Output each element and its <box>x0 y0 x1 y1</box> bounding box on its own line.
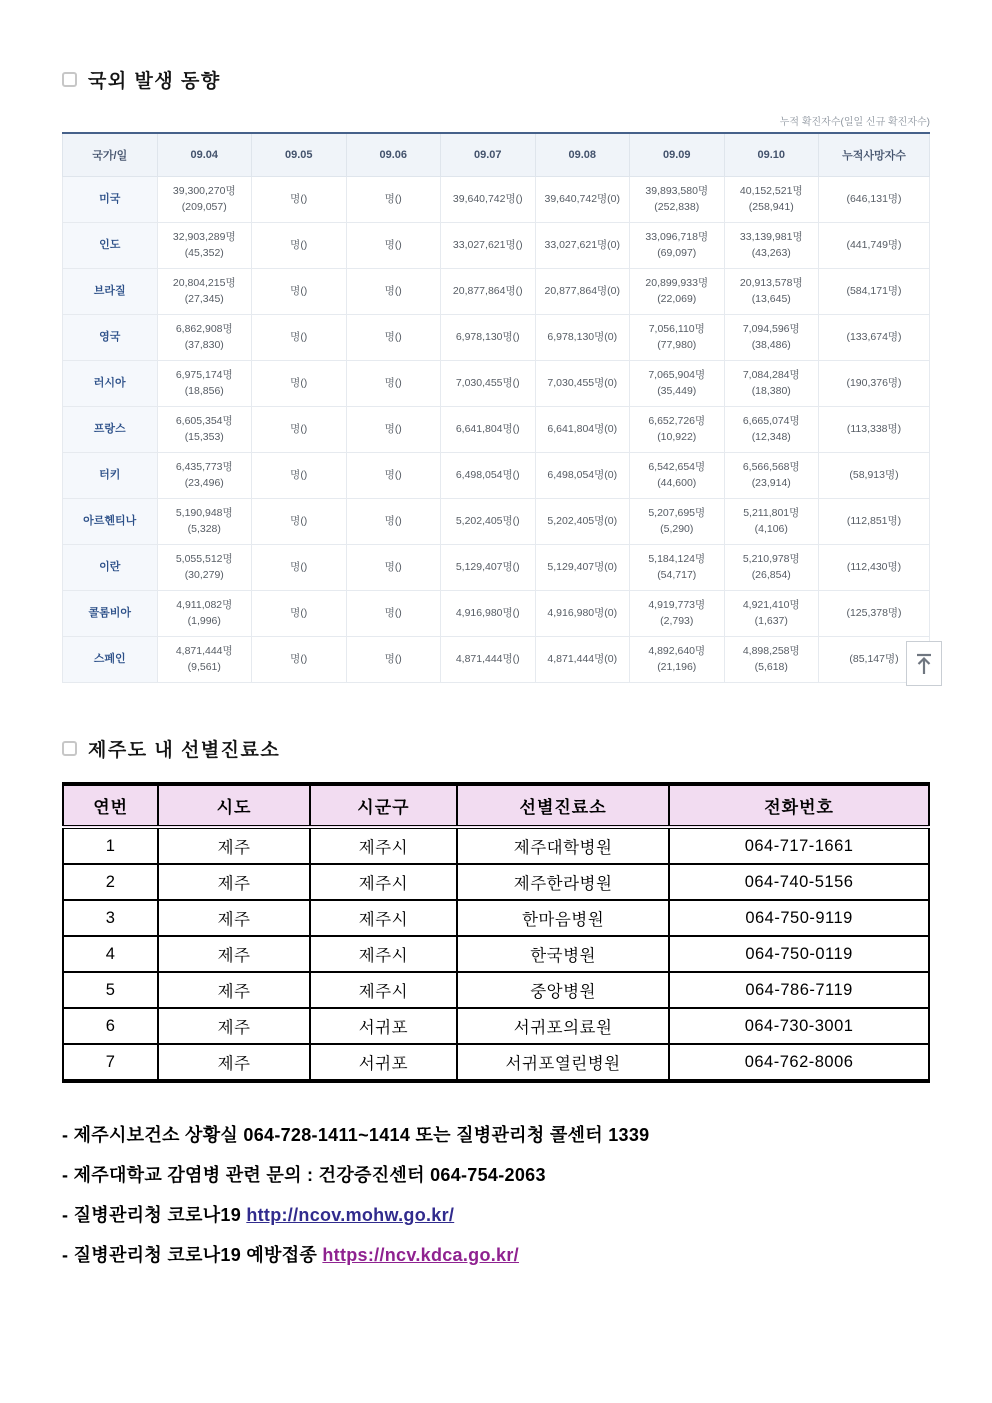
phone-cell: 064-750-0119 <box>669 936 929 972</box>
clinic-row <box>63 1044 929 1081</box>
data-cell: 6,641,804명(0) <box>535 407 630 453</box>
data-cell: 6,435,773명 (23,496) <box>157 453 252 499</box>
square-bullet-icon <box>62 741 77 756</box>
clinic-row <box>63 1008 929 1044</box>
data-cell: 명() <box>252 453 347 499</box>
data-cell: 4,898,258명 (5,618) <box>724 637 819 683</box>
data-cell: 5,211,801명 (4,106) <box>724 499 819 545</box>
clinic-cell: 4 <box>63 936 158 972</box>
data-cell: 6,978,130명() <box>441 315 536 361</box>
data-cell: 명() <box>252 177 347 223</box>
note-line: - 질병관리청 코로나19 http://ncov.mohw.go.kr/ <box>62 1205 455 1225</box>
data-cell: 6,498,054명(0) <box>535 453 630 499</box>
data-cell: 명() <box>252 223 347 269</box>
clinic-cell: 서귀포열린병원 <box>457 1044 669 1081</box>
clinic-cell: 서귀포 <box>310 1044 457 1081</box>
country-cell: 아르헨티나 <box>63 499 158 545</box>
data-cell: 명() <box>346 223 441 269</box>
overseas-row <box>63 453 930 499</box>
data-cell: 명() <box>346 269 441 315</box>
data-cell: 명() <box>346 499 441 545</box>
clinic-cell: 제주시 <box>310 936 457 972</box>
ncov-link[interactable]: http://ncov.mohw.go.kr/ <box>246 1205 455 1225</box>
note-line: - 제주시보건소 상황실 064-728-1411~1414 또는 질병관리청 콜센터 1339 <box>62 1125 650 1145</box>
phone-cell: 064-740-5156 <box>669 864 929 900</box>
clinic-cell: 제주 <box>158 1044 310 1081</box>
data-cell: 명() <box>346 315 441 361</box>
notes <box>62 1121 930 1267</box>
data-cell: 20,913,578명 (13,645) <box>724 269 819 315</box>
deaths-cell: (85,147명) <box>819 637 930 683</box>
square-bullet-icon <box>62 72 77 87</box>
phone-cell: 064-730-3001 <box>669 1008 929 1044</box>
data-cell: 6,641,804명() <box>441 407 536 453</box>
data-cell: 5,184,124명 (54,717) <box>630 545 725 591</box>
clinic-cell: 제주시 <box>310 827 457 864</box>
data-cell: 39,640,742명(0) <box>535 177 630 223</box>
overseas-row <box>63 269 930 315</box>
country-cell: 인도 <box>63 223 158 269</box>
clinic-cell: 제주 <box>158 972 310 1008</box>
data-cell: 4,921,410명 (1,637) <box>724 591 819 637</box>
clinics-col-header: 선별진료소 <box>457 784 669 827</box>
data-cell: 4,871,444명(0) <box>535 637 630 683</box>
clinic-cell: 제주한라병원 <box>457 864 669 900</box>
clinic-cell: 6 <box>63 1008 158 1044</box>
country-cell: 영국 <box>63 315 158 361</box>
data-cell: 명() <box>252 269 347 315</box>
data-cell: 명() <box>346 407 441 453</box>
data-cell: 명() <box>346 591 441 637</box>
data-cell: 7,030,455명() <box>441 361 536 407</box>
phone-cell: 064-786-7119 <box>669 972 929 1008</box>
clinic-cell: 제주시 <box>310 864 457 900</box>
data-cell: 7,030,455명(0) <box>535 361 630 407</box>
note-line: - 제주대학교 감염병 관련 문의 : 건강증진센터 064-754-2063 <box>62 1165 546 1185</box>
deaths-cell: (112,430명) <box>819 545 930 591</box>
overseas-row <box>63 591 930 637</box>
overseas-row <box>63 637 930 683</box>
data-cell: 5,210,978명 (26,854) <box>724 545 819 591</box>
deaths-cell: (133,674명) <box>819 315 930 361</box>
overseas-row <box>63 177 930 223</box>
data-cell: 33,027,621명() <box>441 223 536 269</box>
deaths-cell: (58,913명) <box>819 453 930 499</box>
data-cell: 5,202,405명(0) <box>535 499 630 545</box>
data-cell: 명() <box>252 315 347 361</box>
data-cell: 명() <box>252 407 347 453</box>
overseas-col-header: 국가/일 <box>63 133 158 177</box>
country-cell: 러시아 <box>63 361 158 407</box>
overseas-col-header: 09.05 <box>252 133 347 177</box>
data-cell: 명() <box>252 637 347 683</box>
clinic-cell: 한국병원 <box>457 936 669 972</box>
overseas-header-row <box>63 133 930 177</box>
overseas-col-header: 09.06 <box>346 133 441 177</box>
overseas-title-text: 국외 발생 동향 <box>88 71 221 92</box>
clinics-col-header: 연번 <box>63 784 158 827</box>
clinic-cell: 제주 <box>158 827 310 864</box>
deaths-cell: (112,851명) <box>819 499 930 545</box>
overseas-section-title <box>62 66 930 93</box>
overseas-col-header: 09.09 <box>630 133 725 177</box>
data-cell: 6,975,174명 (18,856) <box>157 361 252 407</box>
clinic-cell: 제주시 <box>310 900 457 936</box>
kdca-link[interactable]: https://ncv.kdca.go.kr/ <box>322 1245 519 1265</box>
clinic-row <box>63 936 929 972</box>
clinic-cell: 2 <box>63 864 158 900</box>
data-cell: 5,207,695명 (5,290) <box>630 499 725 545</box>
scroll-to-top-button[interactable] <box>906 641 942 686</box>
clinics-table <box>62 782 930 1083</box>
clinics-header-row <box>63 784 929 827</box>
note-line: - 질병관리청 코로나19 예방접종 https://ncv.kdca.go.kr/ <box>62 1245 519 1265</box>
phone-cell: 064-762-8006 <box>669 1044 929 1081</box>
data-cell: 32,903,289명 (45,352) <box>157 223 252 269</box>
phone-cell: 064-717-1661 <box>669 827 929 864</box>
country-cell: 콜롬비아 <box>63 591 158 637</box>
overseas-col-header: 09.08 <box>535 133 630 177</box>
data-cell: 명() <box>346 545 441 591</box>
data-cell: 6,542,654명 (44,600) <box>630 453 725 499</box>
data-cell: 6,652,726명 (10,922) <box>630 407 725 453</box>
data-cell: 5,129,407명() <box>441 545 536 591</box>
country-cell: 스페인 <box>63 637 158 683</box>
data-cell: 명() <box>346 177 441 223</box>
data-cell: 33,096,718명 (69,097) <box>630 223 725 269</box>
data-cell: 33,139,981명 (43,263) <box>724 223 819 269</box>
data-cell: 6,498,054명() <box>441 453 536 499</box>
overseas-row <box>63 361 930 407</box>
data-cell: 39,640,742명() <box>441 177 536 223</box>
overseas-col-header: 09.10 <box>724 133 819 177</box>
clinic-cell: 제주시 <box>310 972 457 1008</box>
overseas-row <box>63 545 930 591</box>
deaths-cell: (441,749명) <box>819 223 930 269</box>
data-cell: 7,056,110명 (77,980) <box>630 315 725 361</box>
clinic-cell: 제주 <box>158 1008 310 1044</box>
clinics-title-text: 제주도 내 선별진료소 <box>88 740 281 761</box>
overseas-row <box>63 499 930 545</box>
clinic-row <box>63 827 929 864</box>
up-arrow-to-bar-icon <box>915 652 933 676</box>
data-cell: 6,978,130명(0) <box>535 315 630 361</box>
data-cell: 4,871,444명() <box>441 637 536 683</box>
deaths-cell: (125,378명) <box>819 591 930 637</box>
data-cell: 4,916,980명(0) <box>535 591 630 637</box>
data-cell: 40,152,521명 (258,941) <box>724 177 819 223</box>
data-cell: 20,877,864명() <box>441 269 536 315</box>
clinic-cell: 제주 <box>158 900 310 936</box>
data-cell: 명() <box>346 361 441 407</box>
overseas-row <box>63 315 930 361</box>
country-cell: 프랑스 <box>63 407 158 453</box>
data-cell: 명() <box>252 591 347 637</box>
data-cell: 7,084,284명 (18,380) <box>724 361 819 407</box>
phone-cell: 064-750-9119 <box>669 900 929 936</box>
data-cell: 6,605,354명 (15,353) <box>157 407 252 453</box>
data-cell: 7,065,904명 (35,449) <box>630 361 725 407</box>
data-cell: 20,804,215명 (27,345) <box>157 269 252 315</box>
overseas-table-caption: 누적 확진자수(일일 신규 확진자수) <box>779 117 930 128</box>
clinic-cell: 1 <box>63 827 158 864</box>
data-cell: 명() <box>346 637 441 683</box>
data-cell: 7,094,596명 (38,486) <box>724 315 819 361</box>
country-cell: 이란 <box>63 545 158 591</box>
deaths-cell: (113,338명) <box>819 407 930 453</box>
deaths-cell: (584,171명) <box>819 269 930 315</box>
data-cell: 5,190,948명 (5,328) <box>157 499 252 545</box>
data-cell: 20,877,864명(0) <box>535 269 630 315</box>
country-cell: 브라질 <box>63 269 158 315</box>
clinics-col-header: 시도 <box>158 784 310 827</box>
clinic-row <box>63 972 929 1008</box>
data-cell: 4,919,773명 (2,793) <box>630 591 725 637</box>
data-cell: 명() <box>252 499 347 545</box>
clinics-section-title <box>62 735 930 762</box>
clinic-cell: 제주 <box>158 936 310 972</box>
data-cell: 20,899,933명 (22,069) <box>630 269 725 315</box>
data-cell: 4,892,640명 (21,196) <box>630 637 725 683</box>
data-cell: 명() <box>252 545 347 591</box>
data-cell: 명() <box>252 361 347 407</box>
clinic-cell: 제주 <box>158 864 310 900</box>
data-cell: 39,893,580명 (252,838) <box>630 177 725 223</box>
data-cell: 6,862,908명 (37,830) <box>157 315 252 361</box>
clinic-cell: 중앙병원 <box>457 972 669 1008</box>
data-cell: 명() <box>346 453 441 499</box>
overseas-row <box>63 223 930 269</box>
data-cell: 4,911,082명 (1,996) <box>157 591 252 637</box>
clinic-cell: 5 <box>63 972 158 1008</box>
clinics-col-header: 시군구 <box>310 784 457 827</box>
overseas-col-header: 누적사망자수 <box>819 133 930 177</box>
data-cell: 5,202,405명() <box>441 499 536 545</box>
data-cell: 6,566,568명 (23,914) <box>724 453 819 499</box>
data-cell: 33,027,621명(0) <box>535 223 630 269</box>
country-cell: 미국 <box>63 177 158 223</box>
clinic-cell: 한마음병원 <box>457 900 669 936</box>
overseas-table <box>62 132 930 683</box>
deaths-cell: (190,376명) <box>819 361 930 407</box>
country-cell: 터키 <box>63 453 158 499</box>
overseas-col-header: 09.04 <box>157 133 252 177</box>
data-cell: 4,916,980명() <box>441 591 536 637</box>
clinic-cell: 3 <box>63 900 158 936</box>
deaths-cell: (646,131명) <box>819 177 930 223</box>
clinics-col-header: 전화번호 <box>669 784 929 827</box>
clinic-cell: 서귀포 <box>310 1008 457 1044</box>
clinic-row <box>63 900 929 936</box>
data-cell: 6,665,074명 (12,348) <box>724 407 819 453</box>
data-cell: 39,300,270명 (209,057) <box>157 177 252 223</box>
data-cell: 4,871,444명 (9,561) <box>157 637 252 683</box>
clinic-cell: 서귀포의료원 <box>457 1008 669 1044</box>
overseas-col-header: 09.07 <box>441 133 536 177</box>
clinic-cell: 7 <box>63 1044 158 1081</box>
data-cell: 5,129,407명(0) <box>535 545 630 591</box>
overseas-row <box>63 407 930 453</box>
data-cell: 5,055,512명 (30,279) <box>157 545 252 591</box>
clinic-row <box>63 864 929 900</box>
clinic-cell: 제주대학병원 <box>457 827 669 864</box>
